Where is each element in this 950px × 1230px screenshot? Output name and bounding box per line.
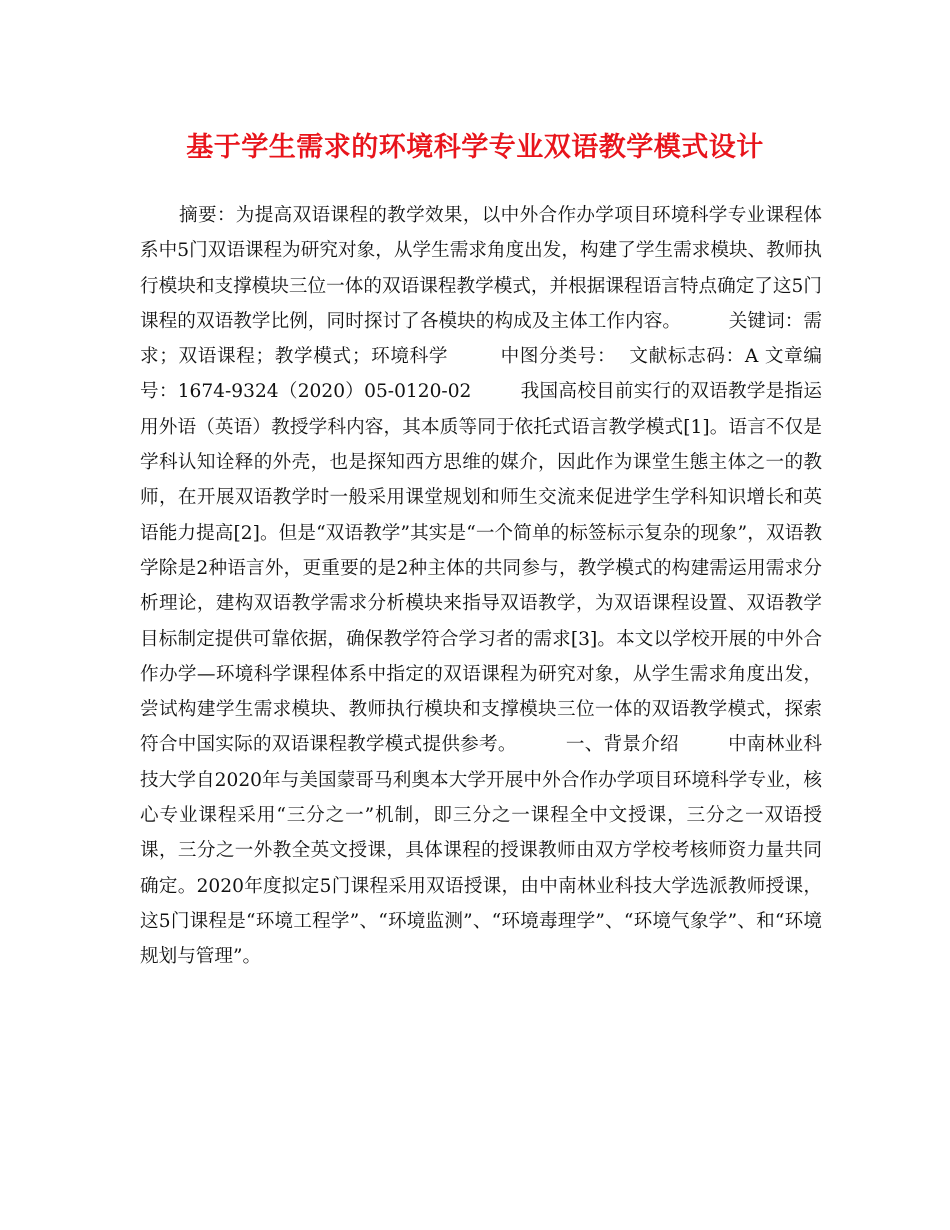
document-body: 摘要：为提高双语课程的教学效果，以中外合作办学项目环境科学专业课程体系中5门双语课程为研究对象，从学生需求角度出发，构建了学生需求模块、教师执行模块和支撑模块三位一体的双语课程教学模式，并根据课程语言特点确定了这5门课程的双语教学比例，同时探讨了各模块的构成及主体工作内容。 关键词：需求；双语课程；教学模式；环境科学 中图分类号： 文献标志码：A 文章编号：1674-9324（2020）05-0120-02 我国高校目前实行的双语教学是指运用外语（英语）教授学科内容，其本质等同于依托式语言教学模式[1]。语言不仅是学科认知诠释的外壳，也是探知西方思维的媒介，因此作为课堂生態主体之一的教师，在开展双语教学时一般采用课堂规划和师生交流来促进学生学科知识增长和英语能力提高[2]。但是“双语教学”其实是“一个简单的标签标示复杂的现象”，双语教学除是2种语言外，更重要的是2种主体的共同参与，教学模式的构建需运用需求分析理论，建构双语教学需求分析模块来指导双语教学，为双语课程设置、双语教学目标制定提供可靠依据，确保教学符合学习者的需求[3]。本文以学校开展的中外合作办学—环境科学课程体系中指定的双语课程为研究对象，从学生需求角度出发，尝试构建学生需求模块、教师执行模块和支撑模块三位一体的双语教学模式，探索符合中国实际的双语课程教学模式提供参考。 一、背景介绍 中南林业科技大学自2020年与美国蒙哥马利奥本大学开展中外合作办学项目环境科学专业，核心专业课程采用“三分之一”机制，即三分之一课程全中文授课，三分之一双语授课，三分之一外教全英文授课，具体课程的授课教师由双方学校考核师资力量共同确定。2020年度拟定5门课程采用双语授课，由中南林业科技大学选派教师授课，这5门课程是“环境工程学”、“环境监测”、“环境毒理学”、“环境气象学”、和“环境规划与管理”。 (140, 205, 822, 968)
document-title: 基于学生需求的环境科学专业双语教学模式设计 (186, 132, 764, 163)
